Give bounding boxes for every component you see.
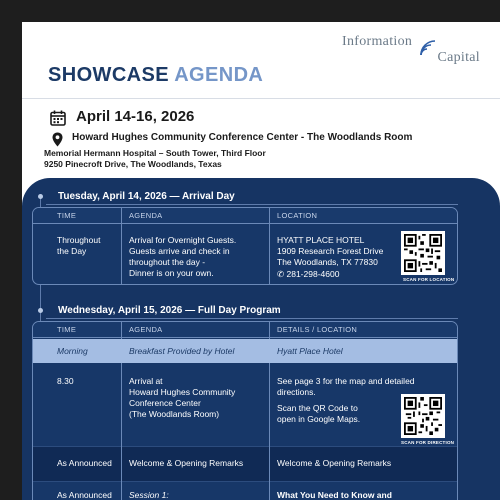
breakfast-location: Hyatt Place Hotel — [277, 346, 343, 356]
logo-text-line1: Information — [342, 34, 413, 49]
col-location-header: LOCATION — [277, 211, 318, 220]
welcome-agenda: Welcome & Opening Remarks — [129, 458, 244, 468]
qr-code-directions[interactable] — [401, 394, 445, 438]
event-venue: Howard Hughes Community Conference Center - The Woodlands Room — [72, 132, 413, 143]
day2-table-header — [33, 322, 457, 338]
event-dates: April 14-16, 2026 — [76, 108, 195, 125]
col-agenda-header: AGENDA — [129, 211, 163, 220]
day2-divider — [46, 318, 458, 319]
column-divider — [121, 322, 122, 339]
session1-details: What You Need to Know and — [277, 490, 392, 500]
title-word-agenda: AGENDA — [174, 64, 264, 86]
day1-time: Throughout the Day — [57, 235, 101, 256]
hotel-phone: ✆ 281-298-4600 — [277, 269, 340, 279]
qr-code-icon — [404, 397, 442, 435]
event-address-line2: 9250 Pinecroft Drive, The Woodlands, Texas — [44, 159, 222, 169]
session1-time: As Announced — [57, 490, 112, 500]
location-pin-icon — [52, 132, 63, 147]
logo-text-line2: Capital — [437, 50, 480, 65]
header-divider — [22, 98, 500, 99]
qr-code-location[interactable] — [401, 231, 445, 275]
information-capital-logo — [340, 32, 480, 68]
calendar-icon — [50, 110, 66, 126]
col-details-header: DETAILS / LOCATION — [277, 325, 358, 334]
arrival-details: See page 3 for the map and detailed directions. Scan the QR Code to open in Google Maps. — [277, 376, 415, 424]
column-divider — [269, 363, 270, 500]
row-divider — [33, 481, 457, 482]
col-agenda-header: AGENDA — [129, 325, 163, 334]
arrival-agenda: Arrival at Howard Hughes Community Conference Center (The Woodlands Room) — [129, 376, 236, 419]
day2-table — [32, 321, 458, 500]
day1-divider — [46, 204, 458, 205]
day1-agenda: Arrival for Overnight Guests. Guests arrive and check in throughout the day - Dinner is on your own. — [129, 235, 237, 278]
qr-caption-location: SCAN FOR LOCATION — [403, 277, 455, 282]
qr-code-icon — [404, 234, 442, 272]
agenda-page — [22, 22, 500, 500]
timeline-dot — [38, 194, 43, 199]
welcome-time: As Announced — [57, 458, 112, 468]
breakfast-row — [33, 339, 457, 363]
arrival-time: 8.30 — [57, 376, 74, 386]
phone-icon: ✆ — [277, 269, 285, 279]
day1-table-header — [33, 208, 457, 224]
title-word-showcase: SHOWCASE — [48, 64, 169, 86]
breakfast-time: Morning — [57, 346, 88, 356]
session1-agenda: Session 1: — [129, 490, 169, 500]
page-title — [48, 64, 263, 87]
day2-heading: Wednesday, April 15, 2026 — Full Day Program — [58, 305, 281, 316]
day1-table — [32, 207, 458, 285]
qr-caption-directions: SCAN FOR DIRECTION — [401, 440, 455, 445]
day1-location: HYATT PLACE HOTEL 1909 Research Forest Drive The Woodlands, TX 77830 ✆ 281-298-4600 — [277, 235, 384, 279]
column-divider — [269, 322, 270, 339]
event-address-line1: Memorial Hermann Hospital – South Tower, Third Floor — [44, 148, 266, 158]
welcome-details: Welcome & Opening Remarks — [277, 458, 392, 468]
column-divider — [121, 208, 122, 285]
day1-heading: Tuesday, April 14, 2026 — Arrival Day — [58, 191, 235, 202]
col-time-header: TIME — [57, 211, 77, 220]
column-divider — [121, 363, 122, 500]
col-time-header: TIME — [57, 325, 77, 334]
breakfast-agenda: Breakfast Provided by Hotel — [129, 346, 235, 356]
timeline-dot — [38, 308, 43, 313]
column-divider — [269, 208, 270, 285]
